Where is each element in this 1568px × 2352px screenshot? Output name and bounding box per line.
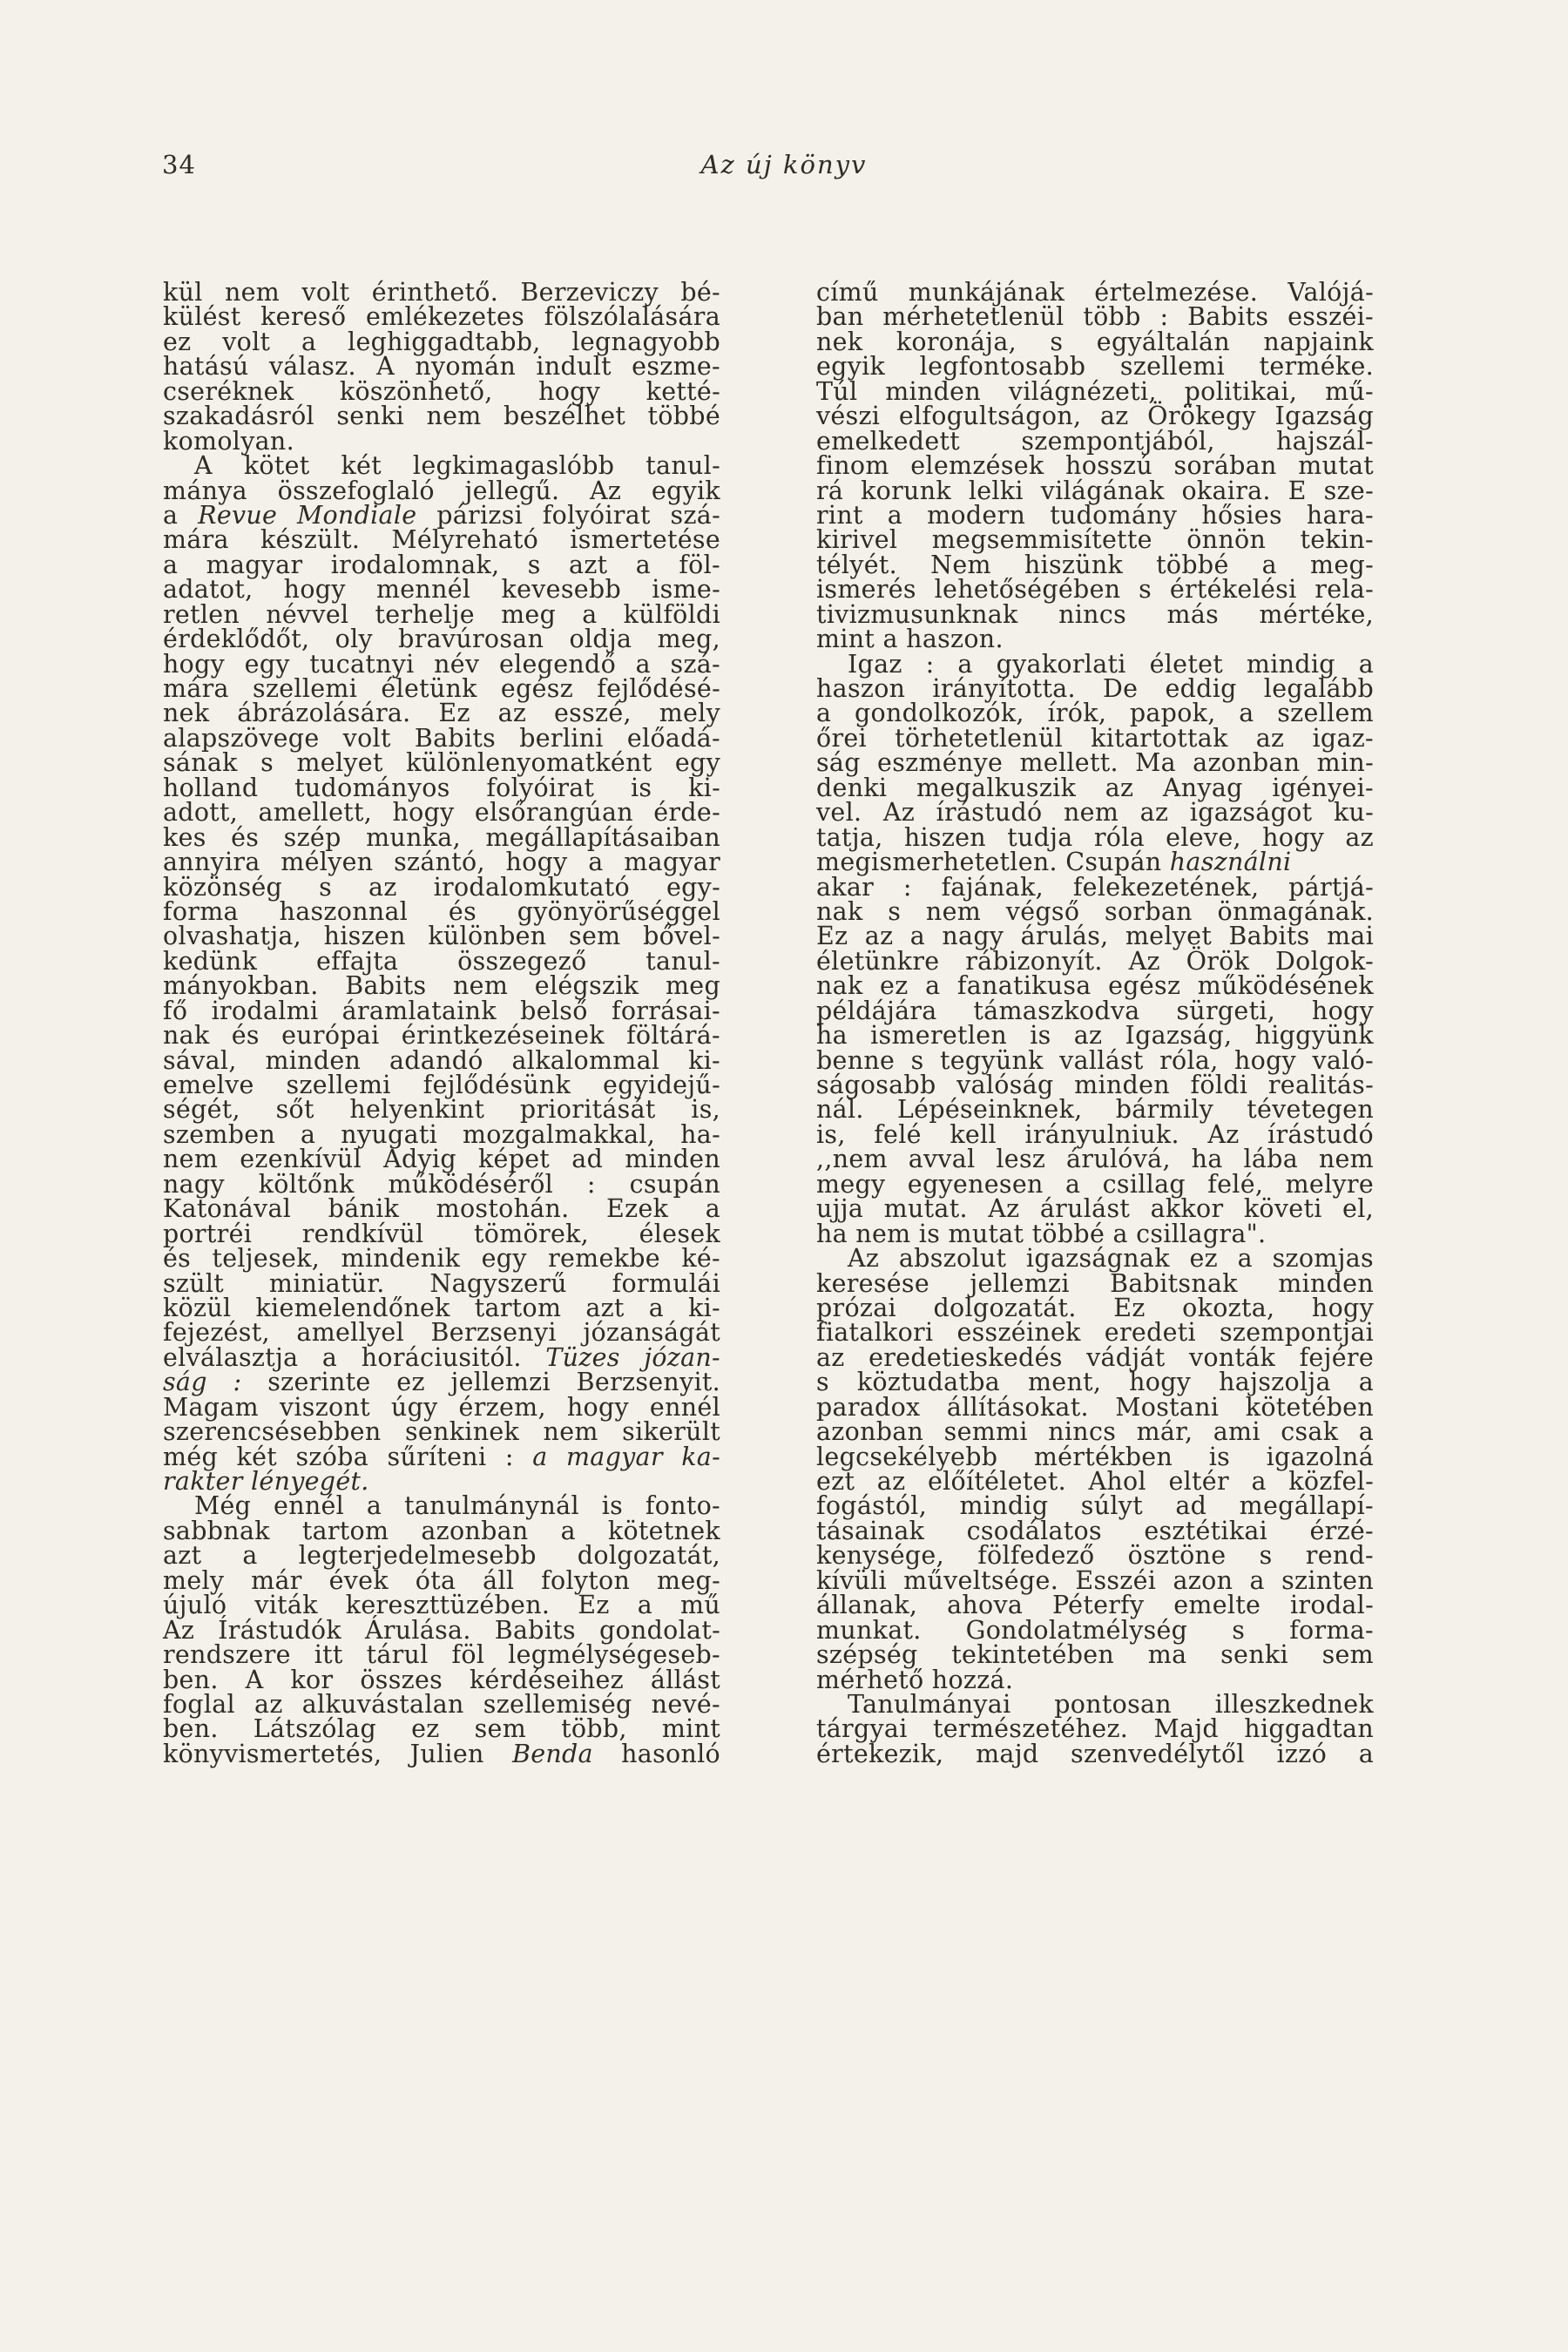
text-line: kül nem volt érinthető. Berzeviczy bé- bbox=[163, 278, 720, 307]
text-line: nem ezenkívül Adyig képet ad minden bbox=[163, 1145, 720, 1174]
text-line: mint a haszon. bbox=[816, 625, 1004, 654]
text-line: szült miniatür. Nagyszerű formulái bbox=[163, 1268, 720, 1298]
text-line: azonban semmi nincs már, ami csak a bbox=[816, 1417, 1374, 1447]
text-line: újuló viták kereszttüzében. Ez a mű bbox=[163, 1591, 720, 1620]
text-line: kívüli műveltsége. Esszéi azon a szinten bbox=[816, 1565, 1374, 1595]
text-line: mérhető hozzá. bbox=[816, 1665, 1014, 1694]
text-line: ismerés lehetőségében s értékelési rela- bbox=[816, 575, 1374, 605]
text-line: prózai dolgozatát. Ez okozta, hogy bbox=[816, 1293, 1374, 1322]
text-line: vel. Az írástudó nem az igazságot ku- bbox=[816, 798, 1374, 828]
text-line: komolyan. bbox=[163, 426, 294, 456]
text-line: ujja mutat. Az árulást akkor követi el, bbox=[816, 1194, 1374, 1224]
text-line: kedünk effajta összegező tanul- bbox=[163, 946, 720, 976]
text-line: cseréknek köszönhető, hogy ketté- bbox=[163, 376, 720, 406]
text-line: példájára támaszkodva sürgeti, hogy bbox=[816, 996, 1374, 1025]
text-line: Katonával bánik mostohán. Ezek a bbox=[163, 1194, 720, 1224]
text-line: nál. Lépéseinknek, bármily tévetegen bbox=[816, 1095, 1374, 1125]
text-line: és teljesek, mindenik egy remekbe ké- bbox=[163, 1244, 720, 1274]
text-line: adott, amellett, hogy elsőrangúan érde- bbox=[163, 798, 720, 828]
text-line: benne s tegyünk vallást róla, hogy való- bbox=[816, 1045, 1374, 1075]
text-line: haszon irányította. De eddig legalább bbox=[816, 674, 1374, 703]
text-line: szerencsésebben senkinek nem sikerült bbox=[163, 1417, 720, 1447]
text-line: retlen névvel terhelje meg a külföldi bbox=[163, 599, 720, 629]
text-line: kenysége, fölfedező ösztöne s rend- bbox=[816, 1541, 1374, 1571]
text-line: holland tudományos folyóirat is ki- bbox=[163, 773, 720, 802]
text-line: című munkájának értelmezése. Valójá- bbox=[816, 278, 1374, 307]
text-line: ha ismeretlen is az Igazság, higgyünk bbox=[816, 1021, 1374, 1051]
text-line: adatot, hogy mennél kevesebb isme- bbox=[163, 575, 720, 605]
text-line: annyira mélyen szántó, hogy a magyar bbox=[163, 848, 720, 877]
text-line: paradox állításokat. Mostani kötetében bbox=[816, 1392, 1374, 1422]
text-line: nak ez a fanatikusa egész működésének bbox=[816, 971, 1374, 1001]
text-line: Még ennél a tanulmánynál is fonto- bbox=[194, 1491, 720, 1521]
text-line: ben. A kor összes kérdéseihez állást bbox=[163, 1665, 720, 1694]
text-line: nek koronája, s egyáltalán napjaink bbox=[816, 327, 1374, 356]
text-line: mely már évek óta áll folyton meg- bbox=[163, 1565, 720, 1595]
text-line: megismerhetetlen. Csupán használni bbox=[816, 848, 1292, 877]
text-line: forma haszonnal és gyönyörűséggel bbox=[163, 896, 720, 926]
text-line: A kötet két legkimagaslóbb tanul- bbox=[194, 451, 720, 481]
text-line: rint a modern tudomány hősies hara- bbox=[816, 500, 1374, 530]
text-line: tivizmusunknak nincs más mértéke, bbox=[816, 599, 1374, 629]
text-line: Ez az a nagy árulás, melyet Babits mai bbox=[816, 922, 1374, 951]
text-line: fiatalkori esszéinek eredeti szempontjai bbox=[816, 1318, 1374, 1348]
text-line: szépség tekintetében ma senki sem bbox=[816, 1640, 1374, 1670]
text-line: rá korunk lelki világának okaira. E sze- bbox=[816, 476, 1374, 505]
text-line: még két szóba sűríteni : a magyar ka- bbox=[163, 1442, 720, 1471]
text-line: finom elemzések hosszú sorában mutat bbox=[816, 451, 1374, 481]
text-line: Az Írástudók Árulása. Babits gondolat- bbox=[163, 1615, 720, 1645]
text-line: az eredetieskedés vádját vonták fejére bbox=[816, 1342, 1374, 1372]
text-line: külést kereső emlékezetes fölszólalására bbox=[163, 302, 720, 332]
text-line: kes és szép munka, megállapításaiban bbox=[163, 822, 720, 852]
text-line: rendszere itt tárul föl legmélységeseb- bbox=[163, 1640, 720, 1670]
text-line: hatású válasz. A nyomán indult eszme- bbox=[163, 352, 720, 382]
text-line: életünkre rábizonyít. Az Örök Dolgok- bbox=[816, 946, 1374, 976]
text-line: mányokban. Babits nem elégszik meg bbox=[163, 971, 720, 1001]
text-line: vészi elfogultságon, az Örökegy Igazság bbox=[816, 402, 1374, 431]
text-line: ság : szerinte ez jellemzi Berzsenyit. bbox=[163, 1368, 720, 1397]
text-line: emelve szellemi fejlődésünk egyidejű- bbox=[163, 1071, 720, 1099]
text-line: fejezést, amellyel Berzsenyi józanságát bbox=[163, 1318, 720, 1348]
text-line: azt a legterjedelmesebb dolgozatát, bbox=[163, 1541, 720, 1571]
text-line: nak s nem végső sorban önmagának. bbox=[816, 896, 1374, 926]
text-line: egyik legfontosabb szellemi terméke. bbox=[816, 352, 1374, 382]
text-line: mánya összefoglaló jellegű. Az egyik bbox=[163, 476, 720, 505]
text-line: fő irodalmi áramlataink belső forrásai- bbox=[163, 996, 720, 1025]
text-line: ,,nem avval lesz árulóvá, ha lába nem bbox=[816, 1145, 1374, 1174]
text-line: érdeklődőt, oly bravúrosan oldja meg, bbox=[163, 625, 720, 654]
text-line: Magam viszont úgy érzem, hogy ennél bbox=[163, 1392, 720, 1422]
text-line: denki megalkuszik az Anyag igényei- bbox=[816, 773, 1374, 802]
text-line: könyvismertetés, Julien Benda hasonló bbox=[163, 1739, 720, 1768]
text-line: ben. Látszólag ez sem több, mint bbox=[163, 1714, 720, 1744]
text-line: akar : fajának, felekezetének, pártjá- bbox=[816, 872, 1374, 902]
text-line: Tanulmányai pontosan illeszkednek bbox=[848, 1689, 1374, 1719]
text-line: ha nem is mutat többé a csillagra". bbox=[816, 1219, 1267, 1248]
text-line: s köztudatba ment, hogy hajszolja a bbox=[816, 1368, 1374, 1397]
text-line: kirivel megsemmisítette önnön tekin- bbox=[816, 525, 1374, 555]
left-text-column bbox=[163, 280, 720, 1767]
text-line: Az abszolut igazságnak ez a szomjas bbox=[848, 1244, 1374, 1274]
text-line: megy egyenesen a csillag felé, melyre bbox=[816, 1169, 1374, 1199]
text-line: télyét. Nem hiszünk többé a meg- bbox=[816, 550, 1374, 579]
text-line: hogy egy tucatnyi név elegendő a szá- bbox=[163, 649, 720, 679]
text-line: emelkedett szempontjából, hajszál- bbox=[816, 426, 1374, 456]
text-line: ez volt a leghiggadtabb, legnagyobb bbox=[163, 327, 720, 356]
text-line: ségét, sőt helyenkint prioritását is, bbox=[163, 1095, 720, 1125]
text-line: keresése jellemzi Babitsnak minden bbox=[816, 1268, 1374, 1298]
text-line: ság eszménye mellett. Ma azonban min- bbox=[816, 748, 1374, 778]
text-line: mára szellemi életünk egész fejlődésé- bbox=[163, 674, 720, 703]
text-line: nak és európai érintkezéseinek föltárá- bbox=[163, 1021, 720, 1051]
text-line: ságosabb valóság minden földi realitás- bbox=[816, 1071, 1374, 1099]
running-title: Az új könyv bbox=[700, 150, 868, 179]
text-line: Igaz : a gyakorlati életet mindig a bbox=[848, 649, 1374, 679]
text-line: nek ábrázolására. Ez az esszé, mely bbox=[163, 699, 720, 728]
text-line: sabbnak tartom azonban a kötetnek bbox=[163, 1516, 720, 1545]
text-line: nagy költőnk működéséről : csupán bbox=[163, 1169, 720, 1199]
text-line: közül kiemelendőnek tartom azt a ki- bbox=[163, 1293, 720, 1322]
text-line: is, felé kell irányulniuk. Az írástudó bbox=[816, 1119, 1374, 1149]
text-line: tárgyai természetéhez. Majd higgadtan bbox=[816, 1714, 1374, 1744]
text-line: a gondolkozók, írók, papok, a szellem bbox=[816, 699, 1374, 728]
text-line: állanak, ahova Péterfy emelte irodal- bbox=[816, 1591, 1374, 1620]
text-line: olvashatja, hiszen különben sem bővel- bbox=[163, 922, 720, 951]
text-line: szemben a nyugati mozgalmakkal, ha- bbox=[163, 1119, 720, 1149]
right-text-column bbox=[816, 280, 1374, 1767]
page-number: 34 bbox=[162, 150, 196, 179]
text-line: legcsekélyebb mértékben is igazolná bbox=[816, 1442, 1374, 1471]
text-line: ezt az előítéletet. Ahol eltér a közfel- bbox=[816, 1467, 1374, 1496]
text-line: alapszövege volt Babits berlini előadá- bbox=[163, 723, 720, 753]
text-line: szakadásról senki nem beszélhet többé bbox=[163, 402, 720, 431]
text-line: közönség s az irodalomkutató egy- bbox=[163, 872, 720, 902]
text-line: portréi rendkívül tömörek, élesek bbox=[163, 1219, 720, 1248]
text-line: rakter lényegét. bbox=[163, 1467, 369, 1496]
text-line: foglal az alkuvástalan szellemiség nevé- bbox=[163, 1689, 720, 1719]
text-line: a magyar irodalomnak, s azt a föl- bbox=[163, 550, 720, 579]
text-line: fogástól, mindig súlyt ad megállapí- bbox=[816, 1491, 1374, 1521]
text-line: tatja, hiszen tudja róla eleve, hogy az bbox=[816, 822, 1374, 852]
text-line: őrei törhetetlenül kitartottak az igaz- bbox=[816, 723, 1374, 753]
text-line: tásainak csodálatos esztétikai érzé- bbox=[816, 1516, 1374, 1545]
text-line: mára készült. Mélyreható ismertetése bbox=[163, 525, 720, 555]
text-line: értekezik, majd szenvedélytől izzó a bbox=[816, 1739, 1374, 1768]
text-line: Túl minden világnézeti, politikai, mű- bbox=[816, 376, 1374, 406]
text-line: elválasztja a horáciusitól. Tüzes józan- bbox=[163, 1342, 720, 1372]
text-line: sának s melyet különlenyomatként egy bbox=[163, 748, 720, 778]
text-line: ban mérhetetlenül több : Babits esszéi- bbox=[816, 302, 1374, 332]
text-line: sával, minden adandó alkalommal ki- bbox=[163, 1045, 720, 1075]
text-line: munkat. Gondolatmélység s forma- bbox=[816, 1615, 1374, 1645]
text-line: a Revue Mondiale párizsi folyóirat szá- bbox=[163, 500, 721, 530]
